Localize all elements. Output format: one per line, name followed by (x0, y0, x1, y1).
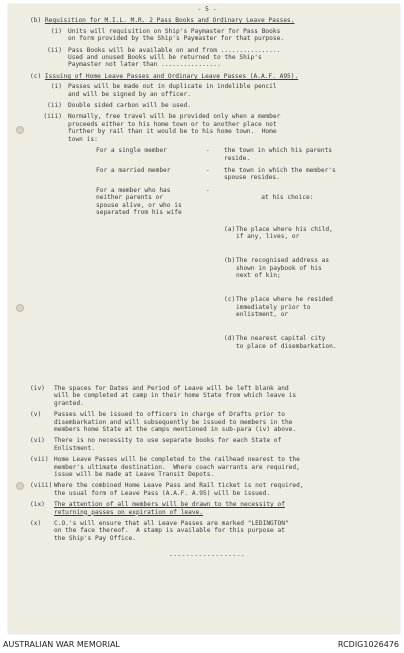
item-label: (i) (50, 83, 62, 91)
page-number: - 5 - (197, 6, 217, 13)
item-label: (ix) (30, 501, 45, 509)
list-item (30, 456, 384, 478)
definition-member: For a single member (96, 147, 167, 155)
choice-item (224, 226, 384, 241)
choice-label: (c) (224, 296, 236, 304)
definition-dash: - (206, 186, 210, 194)
list-item (30, 385, 384, 407)
item-label: (vi) (30, 437, 45, 445)
section-c-heading (30, 73, 384, 80)
item-text: There is no necessity to use separate books for each State of Enlistment. (54, 437, 282, 452)
choice-item (224, 296, 384, 318)
punch-hole (16, 126, 24, 134)
definition-dash: - (206, 147, 210, 155)
definition-member: For a member who has neither parents or spouse alive, or who is separated from his wife (96, 186, 182, 216)
definition-choice (224, 187, 384, 380)
choice-intro: at his choice: (261, 194, 314, 202)
list-item (30, 482, 384, 497)
item-label: (v) (30, 411, 42, 419)
punch-hole (16, 482, 24, 490)
item-label: (ii) (47, 46, 62, 54)
definition-town: the town in which the member's spouse resides. (224, 166, 336, 182)
list-item (30, 437, 384, 452)
definition-row (96, 147, 384, 162)
item-label: (iii) (43, 113, 62, 121)
item-text: The spaces for Dates and Period of Leave will be left blank and will be completed at camp in their home State from which leave is granted. (54, 384, 297, 407)
closing-rule: ------------------ (168, 552, 246, 560)
item-text: The attention of all members will be drawn to the necessity of returning passes on expiration of leave. (54, 501, 285, 516)
definition-dash: - (206, 166, 210, 174)
punch-hole (16, 304, 24, 312)
choice-text: The recognised address as shown in paybook of his next of kin; (236, 257, 330, 280)
definition-row (96, 167, 384, 182)
footer-institution: AUSTRALIAN WAR MEMORIAL (3, 640, 120, 649)
item-label: (x) (30, 519, 42, 527)
list-item (30, 28, 384, 43)
item-text: Units will requisition on Ship's Paymaster for Pass Books on form provided by the Ship's Paymaster for that purpose. (68, 27, 285, 43)
item-text: Double sided carbon will be used. (68, 102, 191, 110)
section-b-label: (b) (30, 17, 42, 25)
item-label: (vii) (30, 456, 49, 464)
section-b-heading (30, 17, 384, 24)
list-item (30, 102, 384, 109)
definition-member: For a married member (96, 166, 171, 174)
choice-text: The place where he resided immediately prior to enlistment, or (236, 296, 333, 319)
item-label: (i) (50, 27, 62, 35)
list-item (30, 520, 384, 542)
item-label: (iv) (30, 384, 45, 392)
item-text: Normally, free travel will be provided only when a member proceeds either to his home town or to another place not further by rail than it would be to his home town. Home town is: (68, 113, 281, 143)
choice-label: (b) (224, 257, 236, 265)
item-text: C.O.'s will ensure that all Leave Passes are marked "LEDINGTON" on the face thereof. A stamp is available for this purpose at the Ship's Pay Office. (54, 519, 289, 542)
home-town-definitions (96, 147, 384, 380)
footer-reference: RCDIG1026476 (337, 640, 399, 649)
list-item (30, 411, 384, 433)
choice-list (224, 209, 384, 365)
list-item (30, 501, 384, 516)
item-text: Passes will be made out in duplicate in indelible pencil and will be signed by an officer. (68, 83, 277, 98)
item-text: Pass Books will be available on and from ................ Used and unused Books will be returned to the Ship's Paymaster not later than ................ (68, 46, 281, 69)
section-c-label: (c) (30, 72, 42, 80)
item-label: (viii) (30, 482, 53, 490)
choice-label: (d) (224, 335, 236, 343)
list-item (30, 47, 384, 69)
item-text: Home Leave Passes will be completed to the railhead nearest to the member's ultimate destination. Where coach warrants are required, issue will be made at Leave Transit Depots. (54, 456, 300, 478)
document-body (30, 6, 384, 560)
definition-town: the town in which his parents reside. (224, 147, 333, 162)
section-c-title: Issuing of Home Leave Passes and Ordinary Leave Passes (A.A.F. A95). (44, 72, 299, 80)
choice-text: The nearest capital city to place of disembarkation. (236, 335, 337, 350)
choice-item (224, 257, 384, 279)
item-label: (ii) (47, 102, 62, 110)
item-text: Where the combined Home Leave Pass and Rail ticket is not required, the usual form of Leave Pass (A.A.F. A.95) will be issued. (54, 482, 304, 497)
choice-text: The place where his child, if any, lives, or (236, 225, 333, 241)
item-text: Passes will be issued to officers in charge of Drafts prior to disembarkation and will subsequently be issued to members in the members home State at the camps mentioned in sub-para (iv) above. (54, 411, 297, 433)
section-b-title: Requisition for M.I.L. M.R. 2 Pass Books and Ordinary Leave Passes. (44, 17, 295, 25)
archive-footer (0, 636, 404, 653)
list-item (30, 83, 384, 98)
definition-row (96, 187, 384, 380)
choice-label: (a) (224, 225, 236, 233)
list-item (30, 113, 384, 143)
document-page (8, 4, 400, 634)
choice-item (224, 335, 384, 350)
